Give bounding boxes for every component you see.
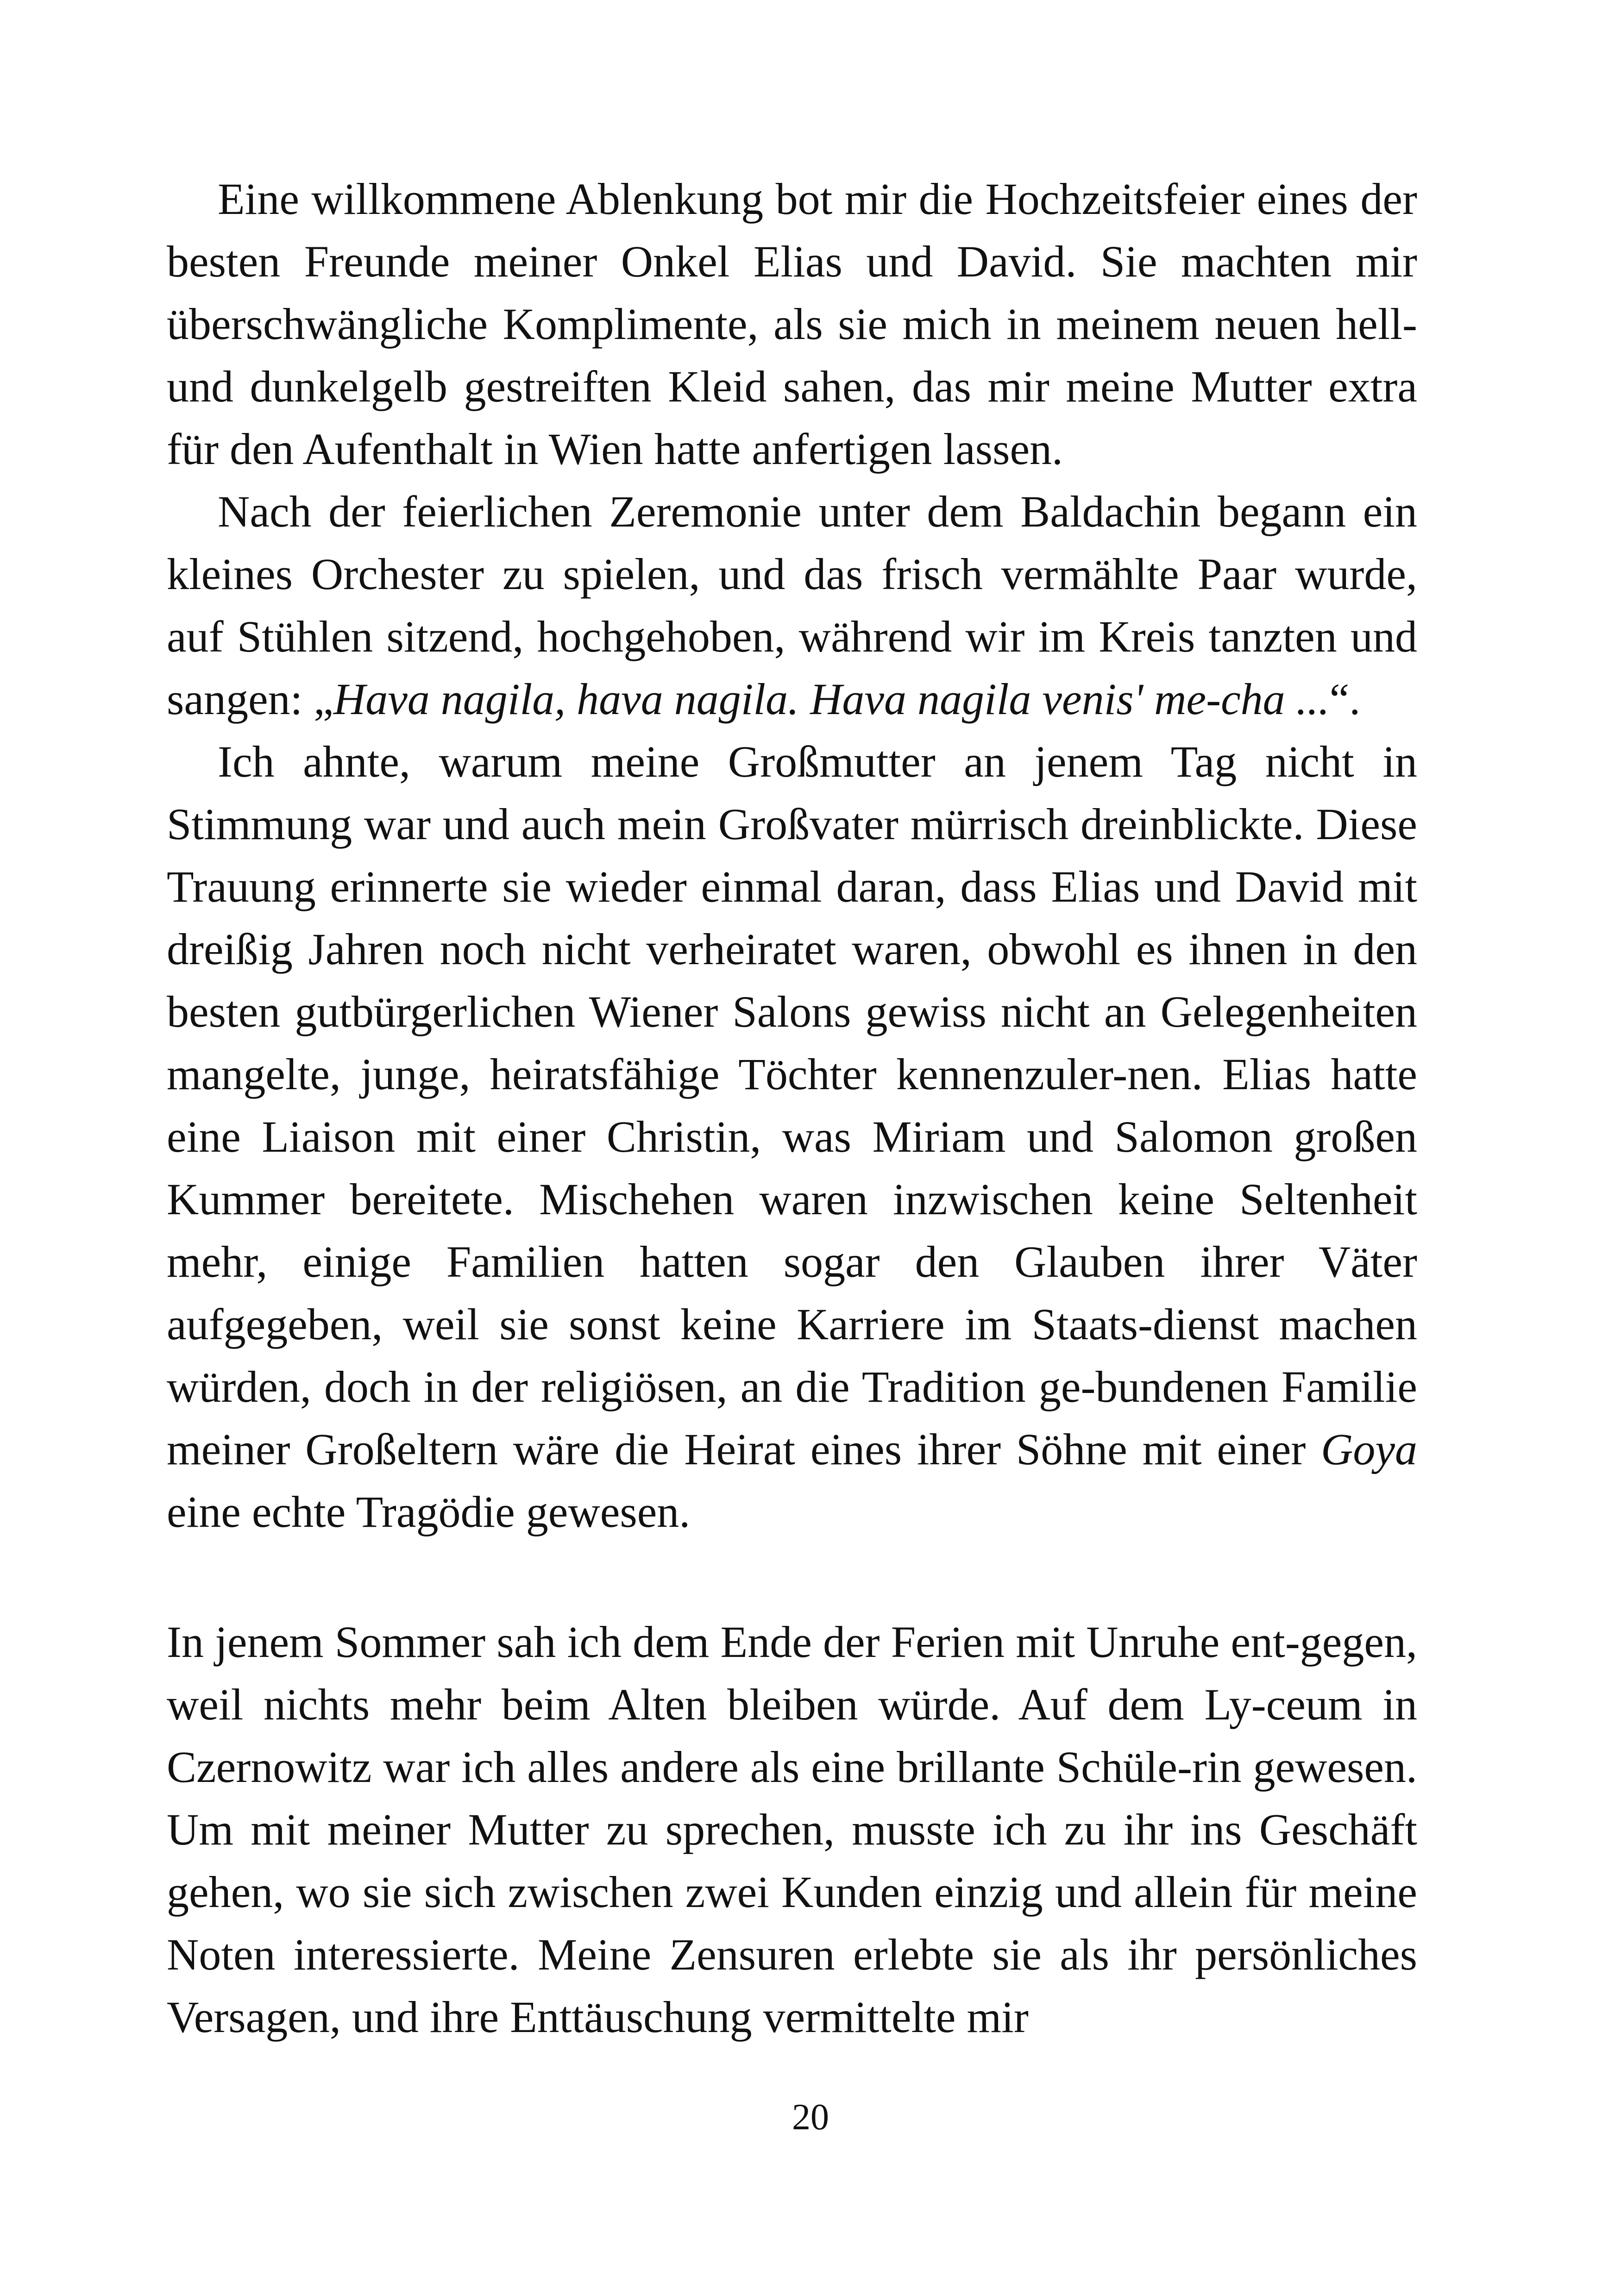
song-lyrics: Hava nagila, hava nagila. Hava nagila venis' me-cha ... <box>333 674 1330 724</box>
section-two <box>167 1611 1417 2048</box>
paragraph-ceremony <box>167 480 1417 730</box>
paragraph-summer <box>167 1611 1417 2048</box>
section-one <box>167 168 1417 1543</box>
paragraph-wedding-text: Eine willkommene Ablenkung bot mir die Hochzeitsfeier eines der besten Freunde meiner Onkel Elias und David. Sie machten mir überschwängliche Komplimente, als sie mich in meinem neuen hell- und dunkelgelb gestreiften Kleid sahen, das mir meine Mutter extra für den Aufenthalt in Wien hatte anfertigen lassen. <box>167 174 1417 474</box>
paragraph-grandparents-text: Ich ahnte, warum meine Großmutter an jenem Tag nicht in Stimmung war und auch mein Großvater mürrisch dreinblickte. Diese Trauung erinnerte sie wieder einmal daran, dass Elias und David mit dreißig Jahren noch nicht verheiratet waren, obwohl es ihnen in den besten gutbürgerlichen Wiener Salons gewiss nicht an Gelegenheiten mangelte, junge, heiratsfähige Töchter kennenzuler-nen. Elias hatte eine Liaison mit einer Christin, was Miriam und Salomon großen Kummer bereitete. Mischehen waren inzwischen keine Seltenheit mehr, einige Familien hatten sogar den Glauben ihrer Väter aufgegeben, weil sie sonst keine Karriere im Staats-dienst machen würden, doch in der religiösen, an die Tradition ge-bundenen Familie meiner Großeltern wäre die Heirat eines ihrer Söhne mit einer <box>167 737 1417 1474</box>
paragraph-grandparents <box>167 730 1417 1543</box>
paragraph-ceremony-end: “. <box>1329 674 1361 724</box>
page-number: 20 <box>792 2097 829 2138</box>
paragraph-wedding <box>167 168 1417 480</box>
term-goya: Goya <box>1321 1424 1417 1474</box>
paragraph-ceremony-text: Nach der feierlichen Zeremonie unter dem Baldachin begann ein kleines Orchester zu spielen, und das frisch vermählte Paar wurde, auf Stühlen sitzend, hochgehoben, während wir im Kreis tanzten und sangen: „ <box>167 487 1417 724</box>
paragraph-grandparents-end: eine echte Tragödie gewesen. <box>167 1487 691 1537</box>
paragraph-summer-text: In jenem Sommer sah ich dem Ende der Ferien mit Unruhe ent-gegen, weil nichts mehr beim Alten bleiben würde. Auf dem Ly-ceum in Czernowitz war ich alles andere als eine brillante Schüle-rin gewesen. Um mit meiner Mutter zu sprechen, musste ich zu ihr ins Geschäft gehen, wo sie sich zwischen zwei Kunden einzig und allein für meine Noten interessierte. Meine Zensuren erlebte sie als ihr persönliches Versagen, und ihre Enttäuschung vermittelte mir <box>167 1617 1417 2042</box>
